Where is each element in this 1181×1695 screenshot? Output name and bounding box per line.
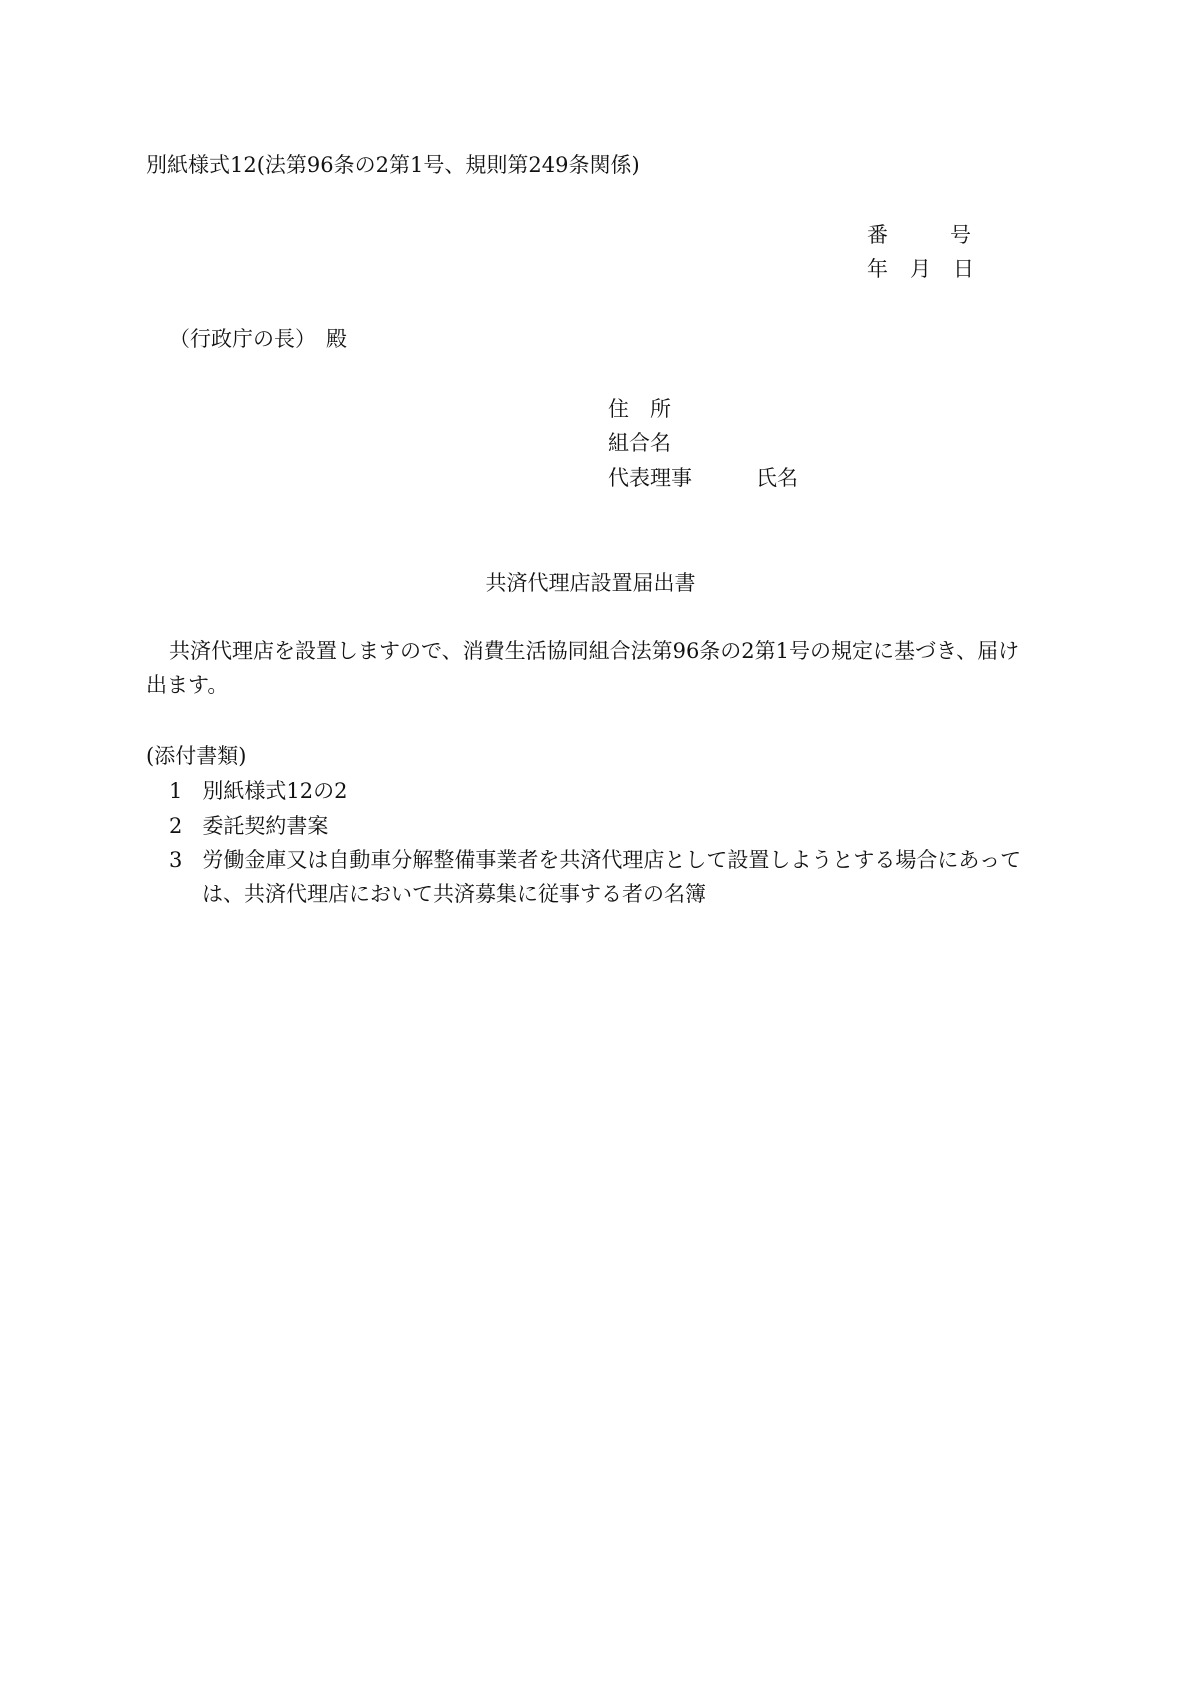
attachment-text: 労働金庫又は自動車分解整備事業者を共済代理店として設置しようとする場合にあっては、共済代理店において共済募集に従事する者の名簿 xyxy=(202,848,1022,906)
recipient-line xyxy=(169,329,347,350)
attachment-number: 1 xyxy=(169,779,183,803)
form-reference: 別紙様式12(法第96条の2第1号、規則第249条関係) xyxy=(146,153,640,177)
address-label-part-2: 所 xyxy=(650,397,671,421)
attachment-number: 3 xyxy=(169,848,183,872)
year-label: 年 xyxy=(867,257,888,281)
month-label: 月 xyxy=(910,257,931,281)
attachment-item xyxy=(169,843,1059,911)
number-label-part-1: 番 xyxy=(867,223,888,247)
address-label xyxy=(608,399,671,420)
attachment-text: 別紙様式12の2 xyxy=(202,779,348,803)
address-label-part-1: 住 xyxy=(608,397,629,421)
representative-title: 代表理事 xyxy=(608,466,692,490)
attachments-heading: (添付書類) xyxy=(146,744,247,768)
representative-line xyxy=(608,468,798,489)
document-title: 共済代理店設置届出書 xyxy=(485,571,696,595)
date-label xyxy=(867,259,974,280)
day-label: 日 xyxy=(953,257,974,281)
attachment-item xyxy=(169,781,347,802)
body-paragraph: 共済代理店を設置しますので、消費生活協同組合法第96条の2第1号の規定に基づき、届け出ます。 xyxy=(146,639,1020,697)
union-name-label: 組合名 xyxy=(608,431,671,455)
number-label-part-2: 号 xyxy=(950,223,971,247)
recipient-authority: （行政庁の長） xyxy=(169,327,316,351)
attachment-number: 2 xyxy=(169,814,183,838)
representative-name-label: 氏名 xyxy=(756,466,798,490)
attachment-item xyxy=(169,816,328,837)
recipient-honorific: 殿 xyxy=(326,327,347,351)
attachment-text: 委託契約書案 xyxy=(202,814,329,838)
document-number-label xyxy=(867,225,971,246)
